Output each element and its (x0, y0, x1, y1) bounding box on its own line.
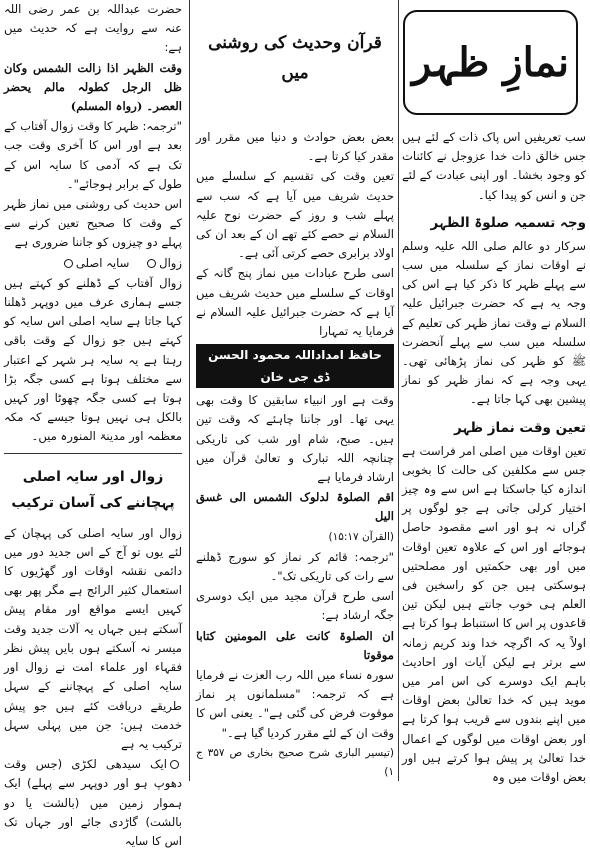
quran-reference-1: (القرآن ۱۵:۱۷) (328, 530, 394, 543)
article-column-middle (190, 0, 398, 781)
option-1-label: زوال (159, 255, 182, 270)
option-2-label: سایہ اصلی (75, 255, 130, 270)
paragraph-middle-5: اسی طرح قرآن مجید میں ایک دوسری جگہ ارشاد ہے: (196, 589, 394, 623)
paragraph-left-2: اس حدیث کی روشنی میں نماز ظہر کے وقت کا صحیح تعین کرنے سے پہلے دو چیزوں کو جاننا ضروری ہے (4, 197, 182, 250)
paragraph-left-4: زوال اور سایہ اصلی کی پہچان کے لئے یوں تو آج کے اس جدید دور میں دائمی نقشہ اوقات اور گھڑیوں کا استعمال کثیر الرائج ہے مگر پھر بھی کہیں ایسے مواقع اور مقام پیش آسکتے ہیں جہاں یہ آلات جدید وقت میسر نہ آسکتے ہوں بایں پیش نظر فقہاء اور علماء امت نے زوال اور سایہ اصلی کے پہچاننے کے سہل طریقے دریافت کئے ہیں جو پیش خدمت ہیں: جن میں پہلی سہل ترکیب یہ ہے (4, 525, 182, 751)
quran-ayah-1: اقم الصلوۃ لدلوک الشمس الی غسق الیل (196, 490, 394, 524)
intro-paragraph: سب تعریفیں اس پاک ذات کے لئے ہیں جس خالق ذات خدا عزوجل نے کائنات کو وجود بخشا۔ اور اپنی عبادت کے لئے جن و انس کو پیدا کیا۔ (402, 130, 586, 202)
paragraph-naming: سرکار دو عالم صلی اللہ علیہ وسلم نے اوقات نماز کے سلسلہ میں سب سے پہلے ظہر کا ذکر کیا ہے اس کی وجہ یہ ہے کہ حضرت جبرائیل علیہ السلام نے وقت نماز ظہر کی تعلیم کے سلسلہ میں سب سے پہلے آنحضرت ﷺ کو ظہر کی نماز پڑھائی تھی۔ یہی وجہ ہے کہ نماز ظہر کو نماز پیشین بھی کہا جاتا ہے۔ (402, 238, 586, 407)
section-heading-timing: تعین وقت نماز ظہر (454, 419, 586, 436)
author-byline-plaque: حافظ امداداللہ محمود الحسن ڈی جی خان (196, 344, 394, 388)
hadith-translation: "ترجمہ: ظہر کا وقت زوال آفتاب کے بعد ہے اور اس کا آخری وقت جب تک ہے کہ آدمی کا سایہ اس کے طول کے برابر ہوجائے"۔ (4, 119, 182, 191)
paragraph-timing: تعین اوقات میں اصلی امر فراست ہے جس سے مکلفین کی حالت کا بخوبی اندازہ کیا جاسکتا ہے اس سے وہ چیز اختیار کرلی جاتی ہے جو لوگوں پر گراں نہ ہو اور اسے مقصود حاصل ہوجائے اور اس کے علاوہ تعین اوقات میں اور بھی حکمتیں اور مصلحتیں ہوسکتی ہیں جن کو راسخین فی العلم ہی خوب جانتے ہیں لیکن تین قاعدوں پر اس کا استنباط ہوا کرتا ہے اولاً یہ کہ اگرچہ خدا وند کریم زمانہ سے برتر ہے لیکن آیات اور احادیث باہم ایک دوسرے کی اس امر میں موید ہیں کہ خدا تعالیٰ بعض اوقات میں اپنے بندوں سے قریب ہوا کرتا ہے اور بعض اوقات میں لوگوں کے اعمال خدا تعالیٰ پر پیش ہوا کرتے ہیں اور بعض اوقات میں وہ (402, 443, 586, 785)
radio-circle-icon (170, 760, 179, 769)
section-heading-naming: وجہ تسمیہ صلوۃ الظہر (430, 214, 586, 231)
headline-title: نمازِ ظہر (403, 10, 578, 115)
step-1-line (4, 755, 182, 851)
article-column-left (0, 0, 188, 848)
section-divider (4, 453, 182, 454)
options-line (4, 254, 182, 273)
paragraph-left-1: حضرت عبداللہ بن عمر رضی اللہ عنہ سے روایت ہے کہ حدیث میں ہے: (4, 2, 182, 55)
paragraph-left-3: زوال آفتاب کے ڈھلنے کو کہتے ہیں جسے ہماری عرف میں دوپہر ڈھلنا کہا جاتا ہے سایہ اصلی اس سایہ کو کہتے ہیں جو زوال کے وقت باقی رہتا ہے یہ سایہ ہر شہر کے اعتبار سے مختلف ہوتا ہے کسی جگہ بڑا ہوتا ہے کسی جگہ چھوٹا اور کہیں بالکل ہی نہیں ہوتا جیسے کہ مکہ معظمہ اور مدینۃ المنورہ میں۔ (4, 275, 182, 444)
paragraph-middle-3: اسی طرح عبادات میں نماز پنج گانہ کے اوقات کے سلسلے میں حدیث شریف میں آیا ہے کہ حضرت جبرائیل علیہ السلام نے فرمایا یہ تمہارا (196, 266, 394, 339)
article-column-right (400, 0, 590, 785)
paragraph-middle-6: سورہ نساء میں اللہ رب العزت نے فرمایا ہے کہ ترجمہ: "مسلمانوں پر نماز موقوت فرض کی گئی ہے"۔ یعنی اس کا وقت ان کے لئے مقرر کردیا گیا ہے۔" (196, 668, 394, 740)
hadith-text: وقت الظہر اذا زالت الشمس وکان ظل الرجل کطولہ مالم یحضر العصر۔ (رواہ المسلم) (4, 60, 182, 114)
step-1-text: ایک سیدھی لکڑی (جس وقت دھوپ ہو اور دوپہر سے پہلے) ایک ہموار زمین میں (بالشت یا دو بالشت) گاڑدی جائے اور جہاں تک اس کا سایہ (4, 757, 182, 848)
paragraph-middle-1: بعض بعض حوادث و دنیا میں مقرر اور مقدر کیا کرتا ہے۔ (196, 130, 394, 164)
translation-paragraph-1: "ترجمہ: قائم کر نماز کو سورج ڈھلنے سے رات کی تاریکی تک"۔ (196, 549, 394, 584)
headline-banner (402, 0, 586, 128)
column-rule-right (398, 0, 399, 781)
paragraph-middle-4: وقت ہے اور انبیاء سابقین کا وقت بھی یہی تھا۔ اور جاننا چاہئے کہ وقت تین ہیں۔ صبح، شام اور شب کی تاریکی چنانچہ اللہ تبارک و تعالیٰ قرآن میں ارشاد فرمایا ہے (196, 393, 394, 485)
subheadline: قرآن وحدیث کی روشنی میں (208, 33, 382, 83)
book-reference: (تیسیر الباری شرح صحیح بخاری ص ۳۵۷ ج ۱) (196, 746, 394, 779)
paragraph-middle-2: تعین وقت کی تقسیم کے سلسلے میں حدیث شریف میں آیا ہے کہ سب سے پہلے شب و روز کے حضرت نوح علیہ السلام نے حصے کئے تھے ان کے بعد ان کی اولاد برابری حصے کرتی آئی ہے۔ (196, 169, 394, 261)
quran-ayah-2: ان الصلوۃ کانت علی المومنین کتابا موقوتا (196, 628, 394, 662)
radio-circle-icon (147, 259, 156, 268)
section-heading-method: زوال اور سایہ اصلی پہچاننے کی آسان ترکیب (11, 468, 175, 511)
radio-circle-icon (64, 259, 73, 268)
